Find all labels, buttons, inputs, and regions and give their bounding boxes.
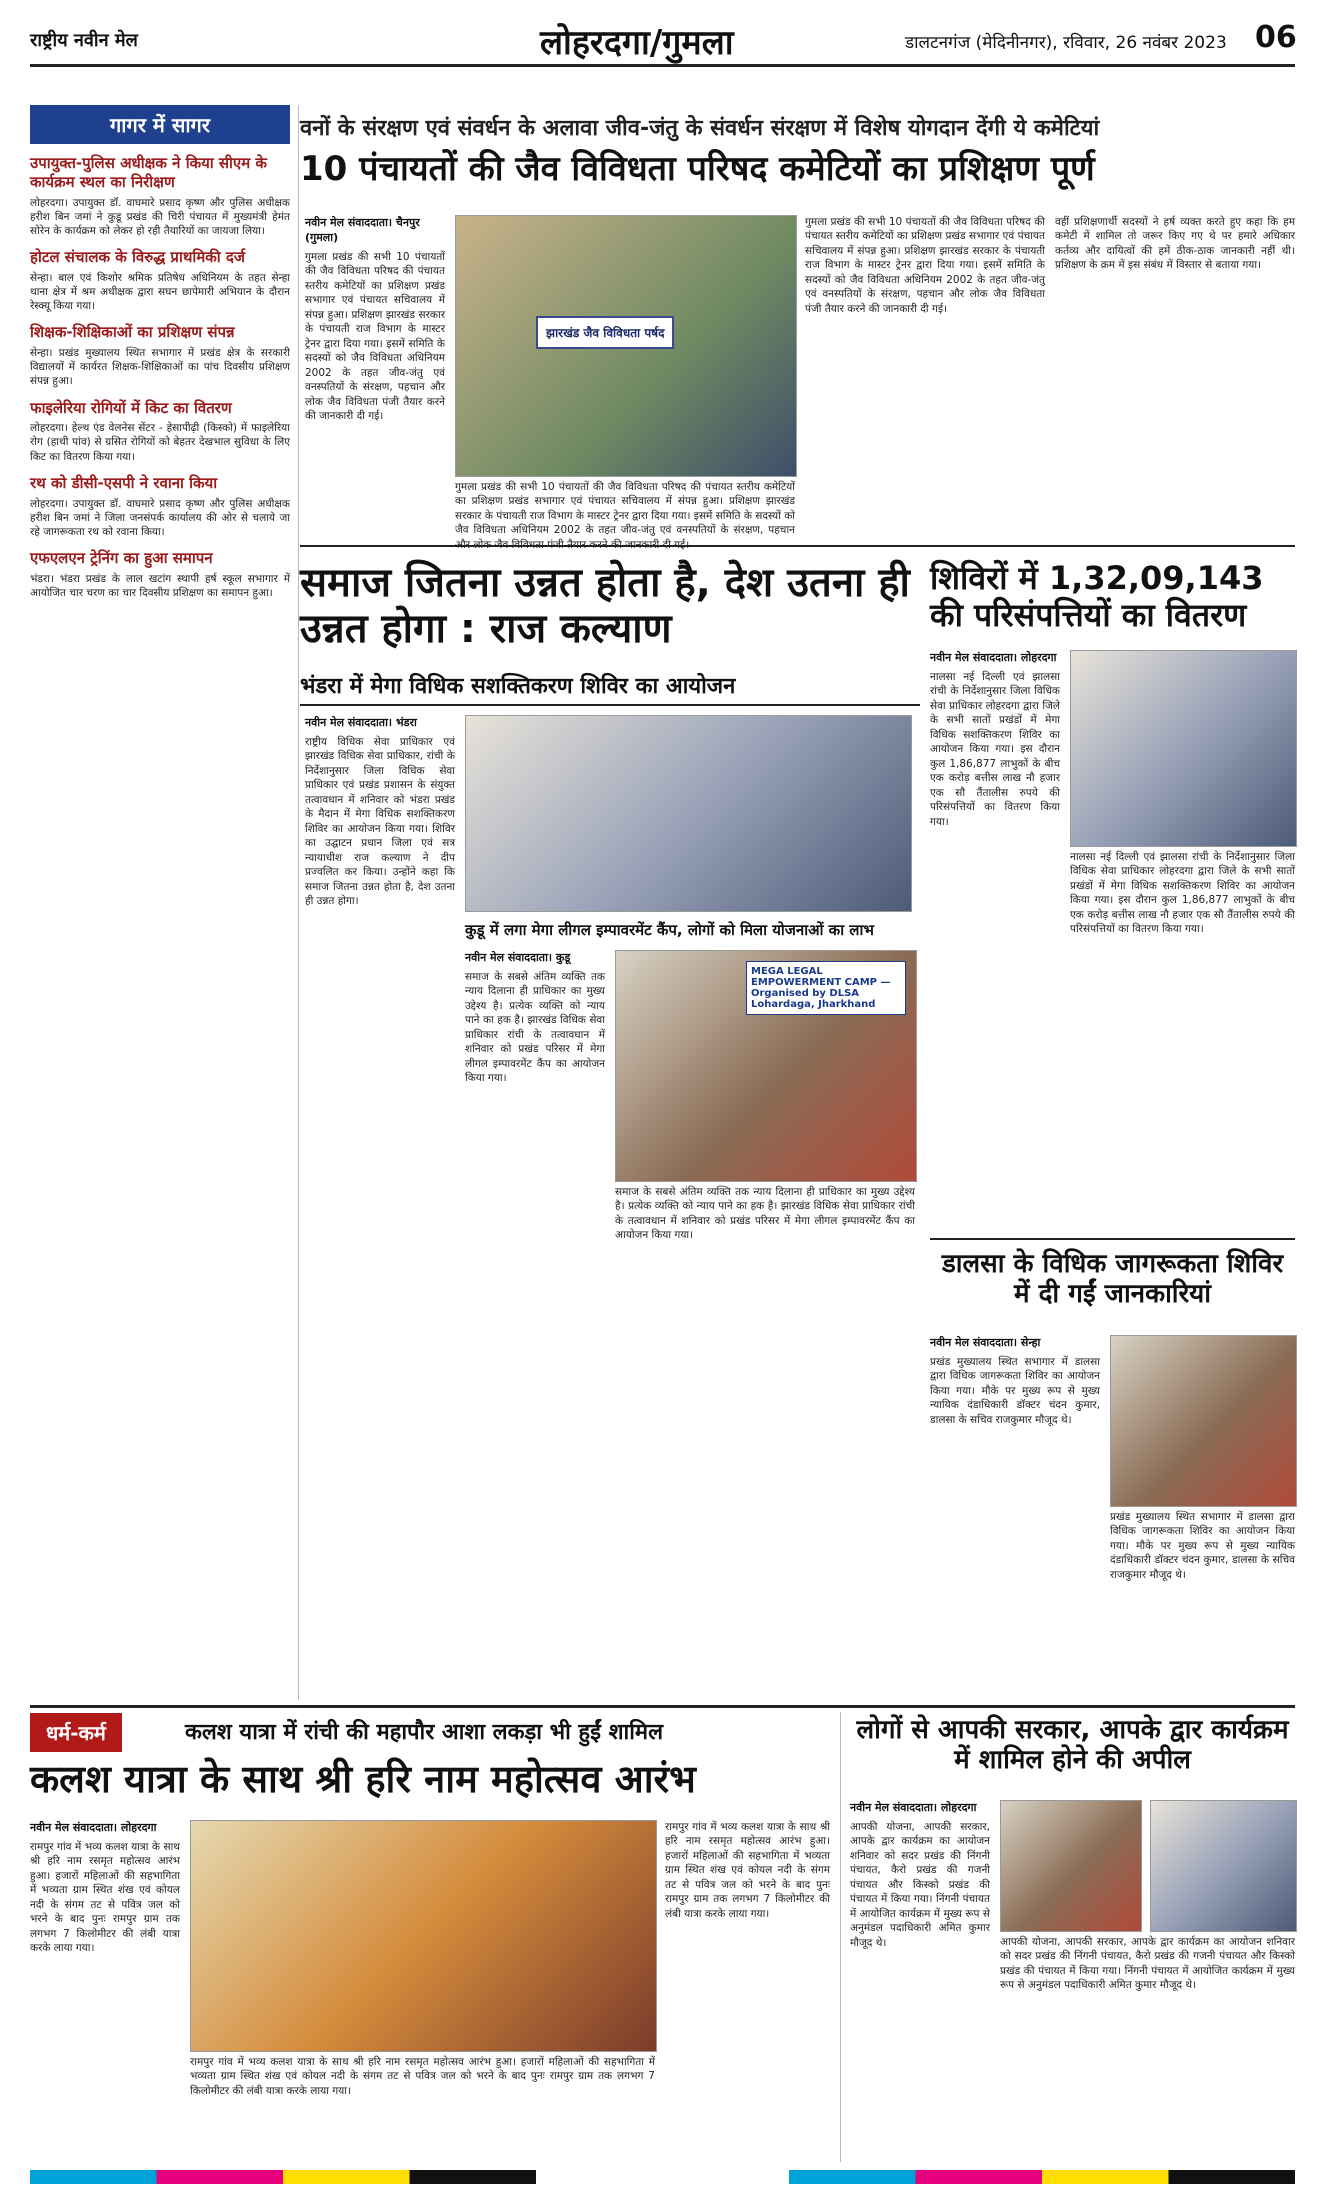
dateline: डालटनगंज (मेदिनीनगर), रविवार, 26 नवंबर 2023 bbox=[905, 33, 1227, 53]
sidebar-item-body: लोहरदगा। हेल्थ एंड वेलनेस सेंटर - हेसापीढ़ी (किस्को) में फाइलेरिया रोग (हाथी पांव) से ग्रसित रोगियों को बेहतर देखभाल सुविधा के लिए किट का वितरण किया गया। bbox=[30, 422, 290, 463]
story7-body-cont: आपकी योजना, आपकी सरकार, आपके द्वार कार्यक्रम का आयोजन शनिवार को सदर प्रखंड की निंगनी पंचायत, कैरो प्रखंड की गजनी पंचायत और किस्को प्रखंड की पंचायत में किया गया। निंगनी पंचायत में आयोजित कार्यक्रम में मुख्य रूप से अनुमंडल पदाधिकारी अमित कुमार मौजूद थे। bbox=[1000, 1936, 1295, 1992]
story3-body: समाज के सबसे अंतिम व्यक्ति तक न्याय दिलाना ही प्राधिकार का मुख्य उद्देश्य है। प्रत्येक व्यक्ति को न्याय पाने का हक है। झारखंड विधिक सेवा प्राधिकार रांची के तत्वावधान में शनिवार को प्रखंड परिसर में मेगा लीगल इम्पावरमेंट कैंप का आयोजन किया गया। bbox=[465, 971, 605, 1085]
story3-photo bbox=[615, 950, 917, 1182]
story1-byline: नवीन मेल संवाददाता। चैनपुर (गुमला) bbox=[305, 216, 420, 244]
column-rule bbox=[298, 105, 299, 1700]
story1-kicker: वनों के संरक्षण एवं संवर्धन के अलावा जीव-जंतु के संवर्धन संरक्षण में विशेष योगदान देंगी ये कमेटियां bbox=[300, 116, 1100, 141]
story4-photo bbox=[1070, 650, 1297, 847]
story4-body-cont: नालसा नई दिल्ली एवं झालसा रांची के निर्देशानुसार जिला विधिक सेवा प्राधिकार लोहरदगा द्वारा जिले के सभी सातों प्रखंडों में मेगा विधिक सशक्तिकरण शिविर का आयोजन किया गया। इस दौरान कुल 1,86,877 लाभुकों के बीच एक करोड़ बत्तीस लाख नौ हजार एक सौ तैंतालीस रुपये की परिसंपत्तियों का वितरण किया गया। bbox=[1070, 851, 1295, 936]
story3-body-cont: समाज के सबसे अंतिम व्यक्ति तक न्याय दिलाना ही प्राधिकार का मुख्य उद्देश्य है। प्रत्येक व्यक्ति को न्याय पाने का हक है। झारखंड विधिक सेवा प्राधिकार रांची के तत्वावधान में शनिवार को प्रखंड परिसर में मेगा लीगल इम्पावरमेंट कैंप का आयोजन किया गया। bbox=[615, 1186, 915, 1242]
story1-body-col4: वहीं प्रशिक्षणार्थी सदस्यों ने हर्ष व्यक्त करते हुए कहा कि हम कमेटी में शामिल तो जरूर किए गए थे पर हमारे अधिकार कर्तव्य और दायित्वों की हमें ठीक-ठाक जानकारी नहीं थी। प्रशिक्षण के क्रम में इस संबंध में विस्तार से बताया गया। bbox=[1055, 216, 1295, 272]
story2-photo bbox=[465, 715, 912, 912]
section-band: धर्म-कर्म bbox=[30, 1713, 122, 1752]
story2-subhead: भंडरा में मेगा विधिक सशक्तिकरण शिविर का आयोजन bbox=[300, 670, 920, 706]
story-divider bbox=[930, 1238, 1295, 1240]
print-color-bar bbox=[30, 2170, 1295, 2184]
sidebar bbox=[30, 105, 290, 1705]
sidebar-item-title: होटल संचालक के विरुद्ध प्राथमिकी दर्ज bbox=[30, 248, 245, 267]
sidebar-item bbox=[30, 399, 290, 464]
story2-headline: समाज जितना उन्नत होता है, देश उतना ही उन्नत होगा : राज कल्याण bbox=[300, 560, 910, 652]
story-divider bbox=[300, 545, 1295, 547]
story4-headline: शिविरों में 1,32,09,143 की परिसंपत्तियों का वितरण bbox=[930, 559, 1264, 634]
story5-headline: डालसा के विधिक जागरूकता शिविर में दी गईं जानकारियां bbox=[941, 1249, 1284, 1309]
page-number: 06 bbox=[1255, 20, 1297, 55]
story1-photo bbox=[455, 215, 797, 477]
story5-photo bbox=[1110, 1335, 1297, 1507]
sidebar-item-title: शिक्षक-शिक्षिकाओं का प्रशिक्षण संपन्न bbox=[30, 323, 235, 342]
header-rule bbox=[30, 64, 1295, 67]
story3-banner: MEGA LEGAL EMPOWERMENT CAMP — Organised by DLSA Lohardaga, Jharkhand bbox=[746, 961, 906, 1015]
sidebar-item bbox=[30, 248, 290, 313]
story2-body: राष्ट्रीय विधिक सेवा प्राधिकार एवं झारखंड विधिक सेवा प्राधिकार, रांची के निर्देशानुसार जिला विधिक सेवा प्राधिकार एवं प्रखंड प्रशासन के संयुक्त तत्वावधान में शनिवार को भंडरा प्रखंड के मैदान में मेगा विधिक सशक्तिकरण शिविर का आयोजन किया गया। शिविर का उद्घाटन प्रधान जिला एवं सत्र न्यायाधीश राज कल्याण ने दीप प्रज्वलित कर किया। उन्होंने कहा कि समाज जितना उन्नत होता है, देश उतना ही उन्नत होगा। bbox=[305, 736, 455, 908]
sidebar-item-title: रथ को डीसी-एसपी ने रवाना किया bbox=[30, 473, 218, 492]
story1-body: गुमला प्रखंड की सभी 10 पंचायतों की जैव विविधता परिषद की पंचायत स्तरीय कमेटियों का प्रशिक्षण प्रखंड सभागार एवं पंचायत सचिवालय में संपन्न हुआ। प्रशिक्षण झारखंड सरकार के पंचायती राज विभाग के मास्टर ट्रेनर द्वारा दिया गया। इसमें समिति के सदस्यों को जैव विविधता अधिनियम 2002 के तहत जीव-जंतु एवं वनस्पतियों के संरक्षण, पहचान और लोक जैव विविधता पंजी तैयार करने की जानकारी दी गई। bbox=[305, 251, 445, 423]
sidebar-item-title: एफएलएन ट्रेनिंग का हुआ समापन bbox=[30, 549, 213, 568]
story6-body-col3: रामपुर गांव में भव्य कलश यात्रा के साथ श्री हरि नाम रसमृत महोत्सव आरंभ हुआ। हजारों महिलाओं की सहभागिता में भव्यता ग्राम स्थित शंख एवं कोयल नदी के संगम तट से पवित्र जल को भरने के बाद पुनः रामपुर ग्राम तक लगभग 7 किलोमीटर की लंबी यात्रा करके लाया गया। bbox=[665, 1821, 830, 1920]
sidebar-item-body: भंडरा। भंडरा प्रखंड के लाल खटांग स्थापी हर्ष स्कूल सभागार में आयोजित चार चरण का चार दिवसीय प्रशिक्षण का समापन हुआ। bbox=[30, 572, 290, 599]
sidebar-item bbox=[30, 474, 290, 539]
story1-banner: झारखंड जैव विविधता पर्षद bbox=[536, 316, 674, 349]
story7-photo-2 bbox=[1150, 1800, 1297, 1932]
story5-body-cont: प्रखंड मुख्यालय स्थित सभागार में डालसा द्वारा विधिक जागरूकता शिविर का आयोजन किया गया। मौके पर मुख्य रूप से मुख्य न्यायिक दंडाधिकारी डॉक्टर चंदन कुमार, डालसा के सचिव राजकुमार मौजूद थे। bbox=[1110, 1511, 1295, 1581]
sidebar-item-title: उपायुक्त-पुलिस अधीक्षक ने किया सीएम के कार्यक्रम स्थल का निरीक्षण bbox=[30, 154, 267, 191]
sidebar-item-body: सेन्हा। बाल एवं किशोर श्रमिक प्रतिषेध अधिनियम के तहत सेन्हा थाना क्षेत्र में श्रम अधीक्षक द्वारा सघन छापेमारी अभियान के दौरान रेस्क्यू किया गया। bbox=[30, 271, 290, 313]
story1-body-col3: गुमला प्रखंड की सभी 10 पंचायतों की जैव विविधता परिषद की पंचायत स्तरीय कमेटियों का प्रशिक्षण प्रखंड सभागार एवं पंचायत सचिवालय में संपन्न हुआ। प्रशिक्षण झारखंड सरकार के पंचायती राज विभाग के मास्टर ट्रेनर द्वारा दिया गया। इसमें समिति के सदस्यों को जैव विविधता अधिनियम 2002 के तहत जीव-जंतु एवं वनस्पतियों के संरक्षण, पहचान और लोक जैव विविधता पंजी तैयार करने की जानकारी दी गई। bbox=[805, 216, 1045, 315]
sidebar-item-body: सेन्हा। प्रखंड मुख्यालय स्थित सभागार में प्रखंड क्षेत्र के सरकारी विद्यालयों में कार्यरत शिक्षक-शिक्षिकाओं का पांच दिवसीय प्रशिक्षण संपन्न हुआ। bbox=[30, 347, 290, 388]
column-rule bbox=[840, 1712, 841, 2162]
story4-body: नालसा नई दिल्ली एवं झालसा रांची के निर्देशानुसार जिला विधिक सेवा प्राधिकार लोहरदगा द्वारा जिले के सभी सातों प्रखंडों में मेगा विधिक सशक्तिकरण शिविर का आयोजन किया गया। इस दौरान कुल 1,86,877 लाभुकों के बीच एक करोड़ बत्तीस लाख नौ हजार एक सौ तैंतालीस रुपये की परिसंपत्तियों का वितरण किया गया। bbox=[930, 671, 1060, 828]
story6-kicker: कलश यात्रा में रांची की महापौर आशा लकड़ा भी हुईं शामिल bbox=[185, 1720, 664, 1745]
sidebar-item bbox=[30, 154, 290, 238]
story3-byline: नवीन मेल संवाददाता। कुडू bbox=[465, 951, 571, 964]
sidebar-item bbox=[30, 323, 290, 388]
story7-photo-1 bbox=[1000, 1800, 1142, 1932]
story5-body: प्रखंड मुख्यालय स्थित सभागार में डालसा द्वारा विधिक जागरूकता शिविर का आयोजन किया गया। मौके पर मुख्य रूप से मुख्य न्यायिक दंडाधिकारी डॉक्टर चंदन कुमार, डालसा के सचिव राजकुमार मौजूद थे। bbox=[930, 1356, 1100, 1426]
story7-headline: लोगों से आपकी सरकार, आपके द्वार कार्यक्रम में शामिल होने की अपील bbox=[856, 1715, 1289, 1775]
sidebar-item bbox=[30, 549, 290, 600]
sidebar-band: गागर में सागर bbox=[30, 105, 290, 144]
story7-byline: नवीन मेल संवाददाता। लोहरदगा bbox=[850, 1801, 977, 1814]
story2-byline: नवीन मेल संवाददाता। भंडरा bbox=[305, 716, 417, 729]
sidebar-item-body: लोहरदगा। उपायुक्त डॉ. वाघमारे प्रसाद कृष्ण और पुलिस अधीक्षक हरीश बिन जमां ने जिला जनसंपर्क कार्यालय की ओर से चलाये जा रहे जागरूकता रथ को रवाना किया। bbox=[30, 497, 290, 538]
story6-body-cont: रामपुर गांव में भव्य कलश यात्रा के साथ श्री हरि नाम रसमृत महोत्सव आरंभ हुआ। हजारों महिलाओं की सहभागिता में भव्यता ग्राम स्थित शंख एवं कोयल नदी के संगम तट से पवित्र जल को भरने के बाद पुनः रामपुर ग्राम तक लगभग 7 किलोमीटर की लंबी यात्रा करके लाया गया। bbox=[190, 2056, 655, 2097]
story5-byline: नवीन मेल संवाददाता। सेन्हा bbox=[930, 1336, 1041, 1349]
story3-headline: कुडू में लगा मेगा लीगल इम्पावरमेंट कैंप, लोगों को मिला योजनाओं का लाभ bbox=[465, 921, 874, 939]
story6-body: रामपुर गांव में भव्य कलश यात्रा के साथ श्री हरि नाम रसमृत महोत्सव आरंभ हुआ। हजारों महिलाओं की सहभागिता में भव्यता ग्राम स्थित शंख एवं कोयल नदी के संगम तट से पवित्र जल को भरने के बाद पुनः रामपुर ग्राम तक लगभग 7 किलोमीटर की लंबी यात्रा करके लाया गया। bbox=[30, 1841, 180, 1955]
masthead: राष्ट्रीय नवीन मेल bbox=[30, 30, 138, 51]
story1-body-cont: गुमला प्रखंड की सभी 10 पंचायतों की जैव विविधता परिषद की पंचायत स्तरीय कमेटियों का प्रशिक्षण प्रखंड सभागार एवं पंचायत सचिवालय में संपन्न हुआ। प्रशिक्षण झारखंड सरकार के पंचायती राज विभाग के मास्टर ट्रेनर द्वारा दिया गया। इसमें समिति के सदस्यों को जैव विविधता अधिनियम 2002 के तहत जीव-जंतु एवं वनस्पतियों के संरक्षण, पहचान bbox=[455, 481, 795, 537]
story6-byline: नवीन मेल संवाददाता। लोहरदगा bbox=[30, 1821, 157, 1834]
section-title: लोहरदगा/गुमला bbox=[540, 23, 734, 63]
sidebar-item-title: फाइलेरिया रोगियों में किट का वितरण bbox=[30, 398, 232, 417]
story6-photo bbox=[190, 1820, 657, 2052]
story4-byline: नवीन मेल संवाददाता। लोहरदगा bbox=[930, 651, 1057, 664]
section-rule bbox=[30, 1705, 1295, 1708]
story6-headline: कलश यात्रा के साथ श्री हरि नाम महोत्सव आरंभ bbox=[30, 1757, 696, 1801]
story1-headline: 10 पंचायतों की जैव विविधता परिषद कमेटियों का प्रशिक्षण पूर्ण bbox=[300, 149, 1095, 189]
sidebar-item-body: लोहरदगा। उपायुक्त डॉ. वाघमारे प्रसाद कृष्ण और पुलिस अधीक्षक हरीश बिन जमां ने कुडू प्रखंड की चिरी पंचायत में मुख्यमंत्री हेमंत सोरेन के कार्यक्रम को लेकर हो रही तैयारियों का जायजा लिया। bbox=[30, 196, 290, 237]
story7-body: आपकी योजना, आपकी सरकार, आपके द्वार कार्यक्रम का आयोजन शनिवार को सदर प्रखंड की निंगनी पंचायत, कैरो प्रखंड की गजनी पंचायत और किस्को प्रखंड की पंचायत में किया गया। निंगनी पंचायत में आयोजित कार्यक्रम में मुख्य रूप से अनुमंडल पदाधिकारी अमित कुमार मौजूद थे। bbox=[850, 1821, 990, 1949]
